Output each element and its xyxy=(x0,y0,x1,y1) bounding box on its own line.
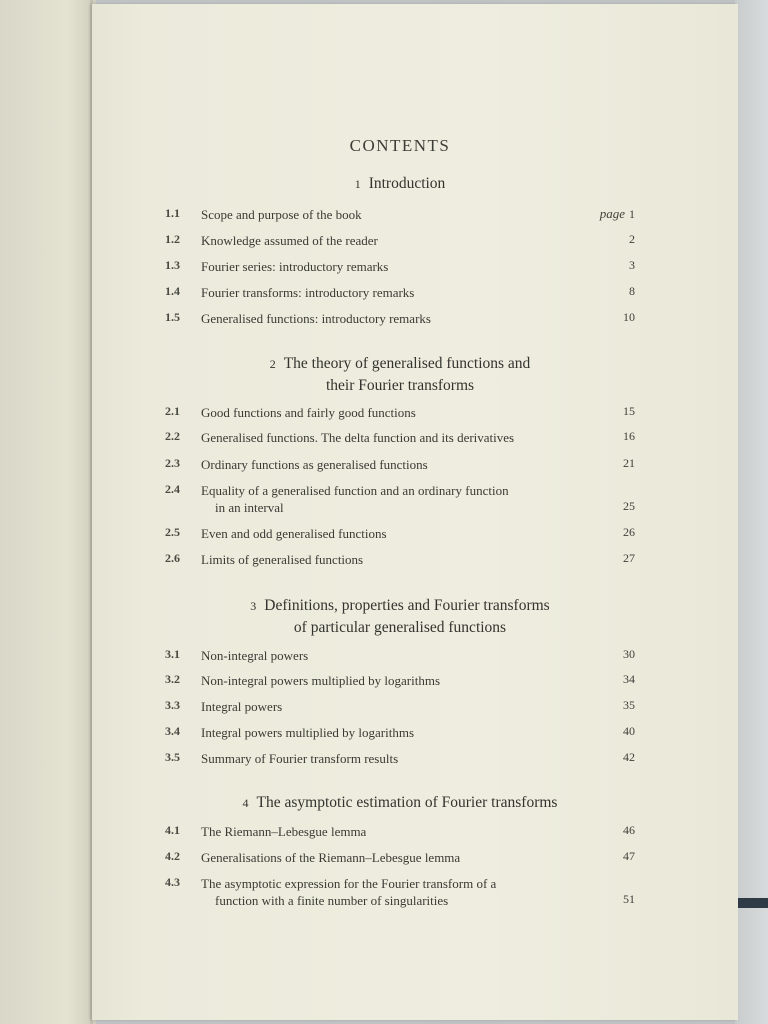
page-number: 51 xyxy=(623,892,635,906)
section-title: Good functions and fairly good functions xyxy=(201,405,416,420)
page-label: page xyxy=(599,206,625,221)
chapter-heading-3 xyxy=(200,595,600,639)
page-number: 40 xyxy=(623,724,635,738)
chapter-heading-4 xyxy=(200,792,600,814)
page-number: 15 xyxy=(623,404,635,418)
chapter-heading-1 xyxy=(300,173,500,195)
section-title: Integral powers xyxy=(201,699,283,714)
section-title: Generalisations of the Riemann–Lebesgue lemma xyxy=(201,850,461,865)
section-number: 3.1 xyxy=(165,647,180,661)
page-number: 46 xyxy=(623,823,635,837)
section-title: Even and odd generalised functions xyxy=(201,526,387,541)
chapter-title: The asymptotic estimation of Fourier transforms xyxy=(256,794,558,811)
section-number: 1.2 xyxy=(165,232,180,246)
section-number: 3.5 xyxy=(165,750,180,764)
section-number: 2.6 xyxy=(165,551,180,565)
section-number: 1.3 xyxy=(165,258,180,272)
chapter-title: Definitions, properties and Fourier transforms xyxy=(264,597,550,614)
section-number: 1.1 xyxy=(165,206,180,220)
section-number: 1.5 xyxy=(165,310,180,324)
section-title: Scope and purpose of the book xyxy=(201,207,362,222)
page-number: 3 xyxy=(629,258,635,272)
page-number: 10 xyxy=(623,310,635,324)
section-number: 3.3 xyxy=(165,698,180,712)
section-title: Knowledge assumed of the reader xyxy=(201,233,378,248)
chapter-number: 2 xyxy=(269,357,276,371)
section-number: 4.1 xyxy=(165,823,180,837)
section-title: Ordinary functions as generalised functions xyxy=(201,457,428,472)
section-title: Fourier series: introductory remarks xyxy=(201,259,389,274)
section-title: Non-integral powers xyxy=(201,648,309,663)
chapter-title: The theory of generalised functions and xyxy=(283,355,531,372)
section-title: Fourier transforms: introductory remarks xyxy=(201,285,415,300)
page-number: 2 xyxy=(629,232,635,246)
chapter-heading-2 xyxy=(220,353,580,397)
chapter-number: 4 xyxy=(242,796,249,810)
section-title: Non-integral powers multiplied by logarithms xyxy=(201,673,441,688)
section-title: Generalised functions: introductory remarks xyxy=(201,311,431,326)
section-number: 2.5 xyxy=(165,525,180,539)
page-number: 30 xyxy=(623,647,635,661)
section-number: 2.3 xyxy=(165,456,180,470)
section-number: 4.2 xyxy=(165,849,180,863)
section-number: 2.1 xyxy=(165,404,180,418)
page-number: 47 xyxy=(623,849,635,863)
page-number: 16 xyxy=(623,429,635,443)
section-number: 4.3 xyxy=(165,875,180,889)
section-number: 3.4 xyxy=(165,724,180,738)
section-title: Summary of Fourier transform results xyxy=(201,751,399,766)
section-number: 1.4 xyxy=(165,284,180,298)
page-number: 21 xyxy=(623,456,635,470)
section-title: Integral powers multiplied by logarithms xyxy=(201,725,415,740)
section-number: 3.2 xyxy=(165,672,180,686)
page-number: 26 xyxy=(623,525,635,539)
section-number: 2.4 xyxy=(165,482,180,496)
chapter-number: 1 xyxy=(354,177,361,191)
page-number: 27 xyxy=(623,551,635,565)
chapter-title: Introduction xyxy=(368,175,446,192)
chapter-number: 3 xyxy=(250,599,257,613)
page-number: 8 xyxy=(629,284,635,298)
chapter-title-line-2: their Fourier transforms xyxy=(325,377,475,394)
chapter-title-line-2: of particular generalised functions xyxy=(293,619,507,636)
section-title: The asymptotic expression for the Fourier transform of a function with a finite number of singularities xyxy=(201,876,497,908)
section-title: The Riemann–Lebesgue lemma xyxy=(201,824,367,839)
page-number: 25 xyxy=(623,499,635,513)
page-number: 34 xyxy=(623,672,635,686)
section-title: Equality of a generalised function and an ordinary function in an interval xyxy=(201,483,509,515)
section-title: Limits of generalised functions xyxy=(201,552,364,567)
section-number: 2.2 xyxy=(165,429,180,443)
page-number: page 1 xyxy=(599,206,635,221)
section-title: Generalised functions. The delta function and its derivatives xyxy=(201,430,515,445)
page-number: 42 xyxy=(623,750,635,764)
page-title: CONTENTS xyxy=(349,136,451,155)
page-number: 35 xyxy=(623,698,635,712)
